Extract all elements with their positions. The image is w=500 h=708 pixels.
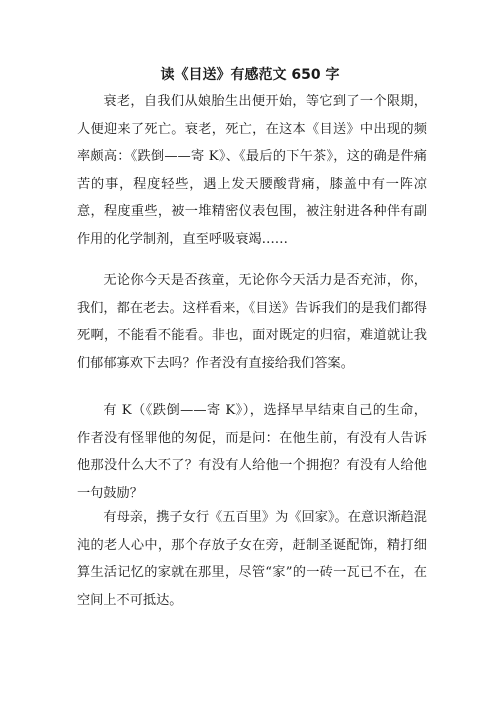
paragraph-4: 有母亲，携子女行《五百里》为《回家》。在意识渐趋混沌的老人心中，那个存放子女在旁，赶制圣诞配饰，精打细算生活记忆的家就在那里，尽管“家”的一砖一瓦已不在，在空间上不可抵达。 — [77, 510, 427, 608]
document-title: 读《目送》有感范文 650 字 — [160, 67, 340, 83]
paragraph-2: 无论你今天是否孩童，无论你今天活力是否充沛，你，我们，都在老去。这样看来，《目送》告诉我们的是我们都得死啊，不能看不能看。非也，面对既定的归宿，难道就让我们郁郁寡欢下去吗？作者没有直接给我们答案。 — [77, 273, 427, 371]
paragraph-3: 有 K（《跌倒——寄 K》），选择早早结束自己的生命，作者没有怪罪他的匆促，而是问：在他生前，有没有人告诉他那没什么大不了？有没有人给他一个拥抱？有没有人给他一句鼓励？ — [77, 403, 427, 501]
paragraph-1: 衰老，自我们从娘胎生出便开始，等它到了一个限期，人便迎来了死亡。衰老，死亡，在这本《目送》中出现的频率颇高：《跌倒——寄 K》、《最后的下午茶》，这的确是件痛苦的事，程度轻些，遇上发天腰酸背痛，膝盖中有一阵凉意，程度重些，被一堆精密仪表包围，被注射进各种伴有副作用的化学制剂，直至呼吸衰竭…… — [77, 94, 427, 247]
